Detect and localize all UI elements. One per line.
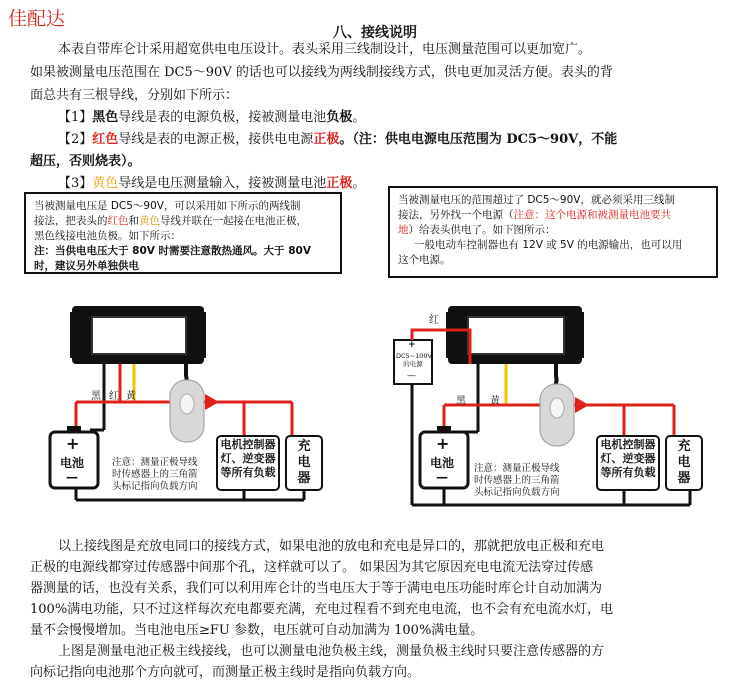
wire-2-line-2: 超压，否则烧表）。 bbox=[30, 154, 141, 169]
right-load-line-2: 灯、逆变器 bbox=[600, 452, 656, 465]
two-wire-note-warning-1: 注：当供电电压大于 80V 时需要注意散热通风。大于 80V bbox=[34, 245, 311, 257]
left-battery-plus: + bbox=[66, 434, 80, 453]
left-charger-label: 充电器 bbox=[297, 439, 311, 486]
intro-line-2: 如果被测量电压范围在 DC5～90V 的话也可以接线为两线制接线方式，供电更加灵活方便。表头的背 bbox=[30, 65, 613, 80]
right-load-label bbox=[597, 438, 659, 480]
left-label-red: 红 bbox=[109, 391, 119, 402]
two-wire-note-red: 红色 bbox=[107, 215, 129, 227]
three-wire-note-red: 注意：这个电源和被测量电池要共 bbox=[513, 209, 671, 221]
intro-line-3: 面总共有三根导线，分别如下所示： bbox=[30, 88, 239, 103]
two-wire-note-line-3: 黑色线接电池负极。如下所示： bbox=[34, 230, 181, 242]
right-battery-minus: — bbox=[436, 470, 448, 484]
bottom-p2-line-2: 向标记指向电池那个方向就可，而测量正极主线时是指向负载方向。 bbox=[30, 665, 421, 680]
right-sensor-note-line-1: 注意：测量正极导线 bbox=[474, 463, 560, 474]
left-load-line-2: 灯、逆变器 bbox=[220, 452, 276, 465]
bottom-p1-line-2: 正极的电源线都穿过传感器中间那个孔，这样就可以了。 如果因为其它原因充电电流无法穿过传感 bbox=[30, 560, 594, 575]
right-battery-label: 电池 bbox=[430, 456, 455, 470]
left-label-black: 黑 bbox=[91, 391, 101, 402]
three-wire-note-line-4: 一般电动车控制器也有 12V 或 5V 的电源输出，也可以用 bbox=[414, 239, 683, 251]
three-wire-note-text-2: ）给表头供电了。如下图所示： bbox=[408, 224, 556, 236]
three-wire-note-line-5: 这个电源。 bbox=[398, 254, 451, 266]
left-sensor-note-line-1: 注意：测量正极导线 bbox=[112, 457, 198, 468]
wire-3-target: 正极 bbox=[326, 176, 353, 191]
two-wire-note-text: 接法，把表头的 bbox=[34, 215, 108, 227]
wire-2-desc: 导线是表的电源正极，接供电电源 bbox=[118, 132, 314, 147]
intro-line-1: 本表自带库仑计采用超宽供电电压设计。表头采用三线制设计，电压测量范围可以更加宽广。 bbox=[58, 42, 592, 57]
wire-2-number: 【2】 bbox=[58, 132, 93, 147]
right-supply-line-1: DC5~100V bbox=[396, 352, 432, 360]
right-label-red: 红 bbox=[429, 315, 439, 326]
right-load-line-3: 等所有负载 bbox=[600, 466, 656, 479]
wire-1-color: 黑色 bbox=[92, 110, 119, 125]
brand-logo-text: 佳配达 bbox=[8, 8, 66, 30]
left-load-label bbox=[217, 438, 279, 480]
three-wire-note-red-2: 地 bbox=[398, 224, 409, 236]
section-title: 八、接线说明 bbox=[333, 25, 417, 41]
right-load-line-1: 电机控制器 bbox=[600, 438, 656, 451]
two-wire-note-text-2: 导线并联在一起接在电池正极， bbox=[160, 215, 307, 227]
three-wire-note-line-1: 当被测量电压的范围超过了 DC5～90V，就必须采用三线制 bbox=[398, 194, 675, 206]
right-sensor-note-line-2: 时传感器上的三角箭 bbox=[474, 475, 560, 486]
bottom-p2-line-1: 上图是测量电池正极主线接线，也可以测量电池负极主线，测量负极主线时只要注意传感器的方 bbox=[58, 644, 605, 659]
left-load-line-1: 电机控制器 bbox=[220, 438, 276, 451]
wire-2-target: 正极 bbox=[313, 132, 340, 147]
wire-1-target: 负极 bbox=[326, 110, 353, 125]
wire-1-number: 【1】 bbox=[58, 110, 93, 125]
right-label-black: 黑 bbox=[456, 396, 466, 407]
left-label-yellow: 黄 bbox=[126, 391, 136, 402]
wire-3-number: 【3】 bbox=[58, 176, 93, 191]
two-wire-note-line-1: 当被测量电压是 DC5～90V，可以采用如下所示的两线制 bbox=[34, 200, 301, 212]
left-sensor-note-line-3: 头标记指向负载方向 bbox=[112, 481, 198, 492]
wire-3-end: 。 bbox=[352, 176, 366, 191]
bottom-p1-line-3: 器测量的话，也没有关系，我们可以利用库仑计的当电压大于等于满电电压功能时库仑计自动加满为 bbox=[30, 581, 603, 596]
bottom-p1-line-4: 100%满电功能，只不过这样每次充电都要充满，充电过程看不到充电电流，也不会有充电流水灯，电 bbox=[30, 602, 614, 617]
left-sensor-note-line-2: 时传感器上的三角箭 bbox=[112, 469, 198, 480]
right-sensor-note-line-3: 头标记指向负载方向 bbox=[474, 487, 560, 498]
right-sensor-note bbox=[474, 463, 560, 499]
bottom-p1-line-1: 以上接线图是充放电同口的接线方式，如果电池的放电和充电是异口的，那就把放电正极和充电 bbox=[58, 539, 605, 554]
two-wire-note-and: 和 bbox=[128, 215, 139, 227]
left-load-line-3: 等所有负载 bbox=[220, 466, 276, 479]
left-battery-label: 电池 bbox=[60, 456, 85, 470]
right-supply-plus: + bbox=[408, 340, 416, 350]
wire-2-color: 红色 bbox=[92, 132, 119, 147]
right-supply-minus: — bbox=[407, 371, 416, 381]
left-meter-display bbox=[92, 317, 186, 354]
right-supply-line-2: 的电源 bbox=[403, 360, 423, 368]
wire-1-end: 。 bbox=[352, 110, 366, 125]
two-wire-note-yellow: 黄色 bbox=[139, 215, 160, 227]
wire-3-desc: 导线是电压测量输入，接被测量电池 bbox=[118, 176, 327, 191]
wire-2-note: 。（注：供电电源电压范围为 DC5～90V，不能 bbox=[339, 132, 618, 147]
right-battery-plus: + bbox=[436, 434, 450, 453]
left-battery-minus: — bbox=[66, 470, 78, 484]
left-sensor-note bbox=[112, 457, 198, 493]
two-wire-note-warning-2: 时，建议另外单独供电 bbox=[34, 260, 139, 272]
bottom-p1-line-5: 量不会慢慢增加。当电池电压≥FU 参数，电压就可自动加满为 100%满电量。 bbox=[30, 623, 484, 638]
right-supply-label bbox=[396, 352, 430, 368]
right-meter-display bbox=[468, 317, 564, 354]
right-charger-label: 充电器 bbox=[677, 439, 691, 486]
left-direction-arrow bbox=[205, 394, 219, 410]
three-wire-note-text: 接法，另外找一个电源（ bbox=[398, 209, 514, 221]
right-direction-arrow bbox=[575, 397, 589, 413]
right-label-yellow: 黄 bbox=[490, 396, 500, 407]
wire-1-desc: 导线是表的电源负极，接被测量电池 bbox=[118, 110, 327, 125]
wire-3-color: 黄色 bbox=[92, 176, 119, 191]
